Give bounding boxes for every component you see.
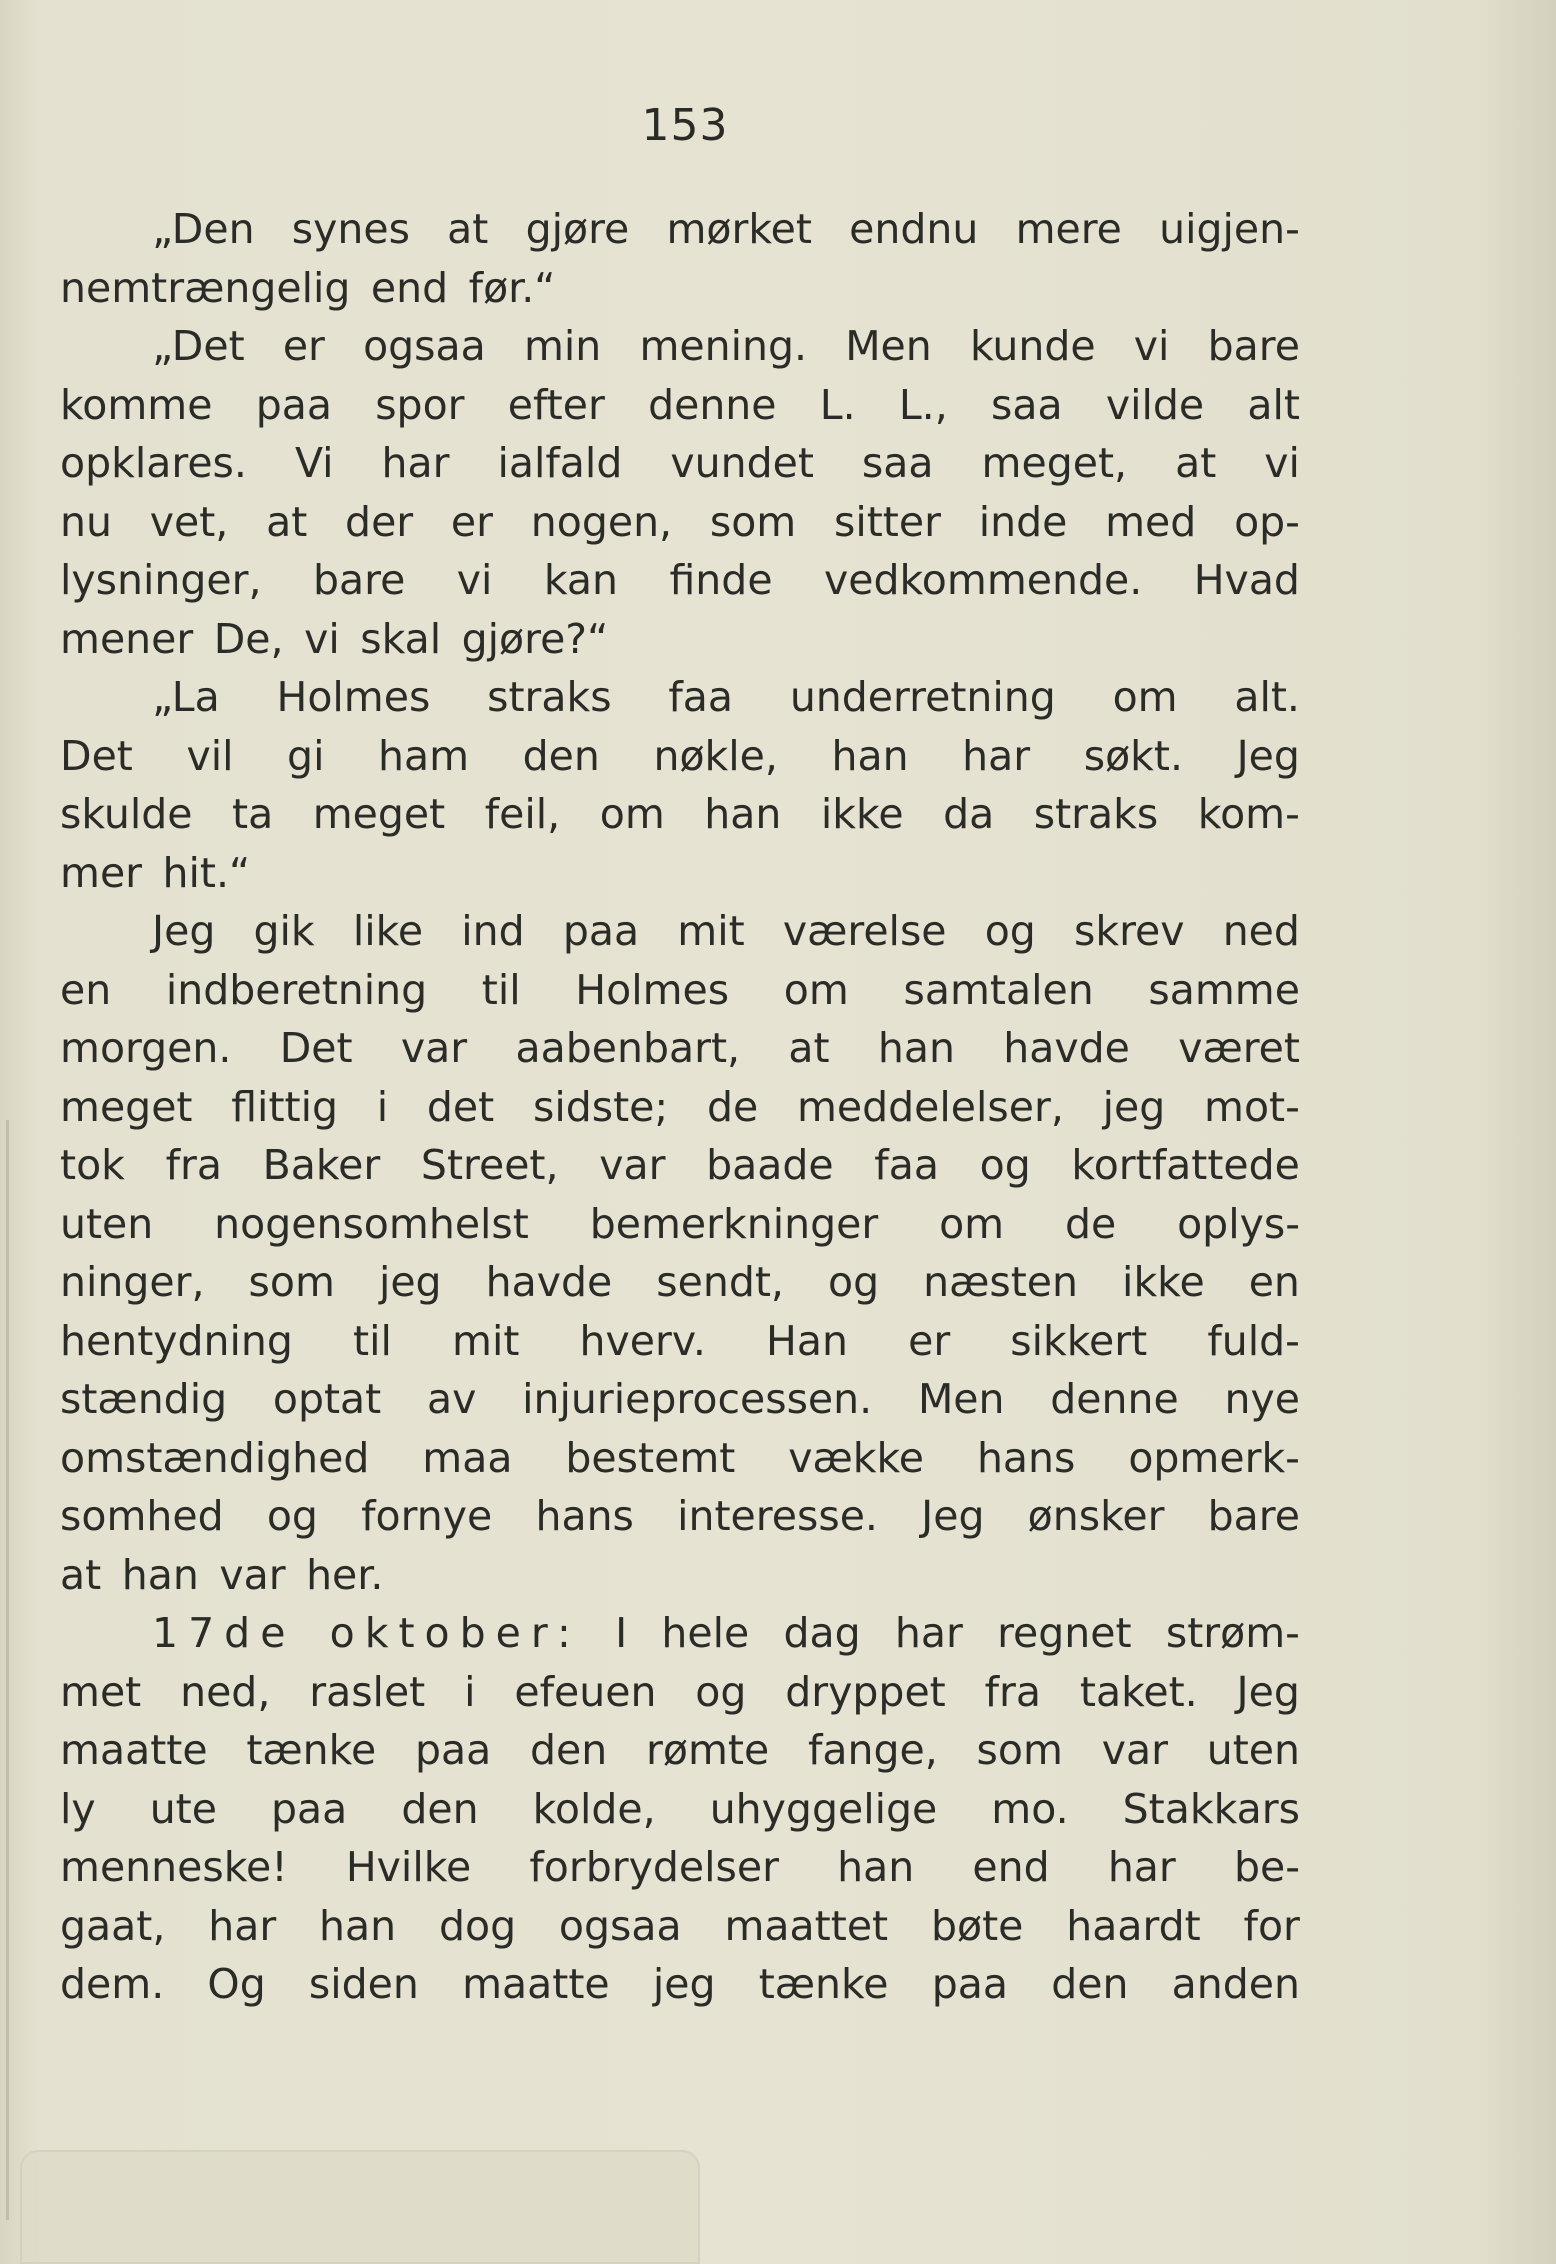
word: tænke — [246, 1726, 377, 1774]
text-line — [60, 1253, 1300, 1312]
word: Baker — [262, 1141, 381, 1189]
word: Street, — [420, 1141, 559, 1189]
word: paa — [255, 380, 332, 429]
word: Holmes — [276, 673, 431, 721]
word: gi — [287, 731, 325, 780]
word: Hvilke — [345, 1843, 472, 1891]
word: meget, — [981, 439, 1128, 487]
word: som — [709, 497, 797, 546]
text-line — [60, 610, 1300, 669]
word: en — [60, 965, 112, 1014]
word: til — [481, 965, 521, 1014]
word: synes — [291, 205, 410, 253]
word: ikke — [820, 790, 904, 838]
text-line — [60, 1078, 1300, 1137]
word: efter — [507, 380, 605, 429]
word: fra — [984, 1667, 1042, 1716]
word: nemtrængelig — [60, 263, 351, 312]
word: Hvad — [1193, 556, 1300, 604]
word: fuld- — [1207, 1316, 1300, 1365]
word: dag — [783, 1609, 861, 1657]
word: forbrydelser — [529, 1843, 779, 1891]
word: de — [1064, 1199, 1117, 1248]
word: „Det — [152, 322, 245, 370]
word: maa — [422, 1433, 513, 1482]
word: spor — [375, 380, 465, 429]
word: mere — [1015, 205, 1122, 253]
word: indberetning — [165, 965, 428, 1014]
word: ninger, — [60, 1258, 205, 1306]
word: dryppet — [785, 1667, 946, 1716]
word: dog — [438, 1901, 517, 1950]
word: den — [401, 1784, 479, 1833]
word: jeg — [378, 1258, 442, 1306]
word: oplys- — [1177, 1199, 1300, 1248]
word: taket. — [1079, 1667, 1198, 1716]
word: siden — [308, 1960, 419, 2008]
word: mener — [60, 614, 194, 663]
word: var — [1101, 1726, 1168, 1774]
word: Det — [60, 731, 133, 780]
word: injurieprocessen. — [522, 1375, 873, 1423]
word: like — [352, 907, 424, 955]
word: bare — [1207, 322, 1300, 370]
word: nu — [60, 497, 112, 546]
word: feil, — [484, 790, 561, 838]
word: L. — [819, 380, 856, 429]
word: end — [370, 263, 449, 312]
word: har — [894, 1609, 963, 1657]
text-line — [60, 376, 1300, 435]
word: finde — [669, 556, 773, 604]
text-line — [60, 961, 1300, 1020]
word: uten — [1206, 1726, 1300, 1774]
word: ikke — [1122, 1258, 1205, 1306]
word: fra — [165, 1141, 222, 1189]
word: paa — [414, 1726, 492, 1774]
word: anden — [1171, 1960, 1300, 2008]
word: har — [381, 439, 450, 487]
word: stændig — [60, 1375, 228, 1423]
word: straks — [1033, 790, 1159, 838]
word: at — [447, 205, 489, 253]
word: paa — [271, 1784, 348, 1833]
word: opmerk- — [1128, 1433, 1300, 1482]
text-line — [60, 317, 1300, 376]
text-line — [60, 551, 1300, 610]
word: saa — [990, 380, 1063, 429]
word: den — [522, 731, 600, 780]
word: og — [266, 1492, 318, 1540]
word: er — [282, 322, 325, 370]
word: met — [60, 1667, 142, 1716]
text-line — [60, 1429, 1300, 1488]
word: L., — [898, 380, 948, 429]
body-text — [60, 200, 1300, 2014]
word: ind — [461, 907, 525, 955]
word: havde — [1003, 1024, 1130, 1072]
word: har — [1107, 1843, 1176, 1891]
word: kunde — [969, 322, 1096, 370]
text-line — [60, 844, 1300, 903]
text-line — [60, 1136, 1300, 1195]
word: Han — [766, 1316, 848, 1365]
word: end — [972, 1843, 1050, 1891]
text-line — [60, 1721, 1300, 1780]
word: bøte — [930, 1901, 1024, 1950]
word: dem. — [60, 1960, 165, 2008]
word: menneske! — [60, 1843, 288, 1891]
word: uhyggelige — [709, 1784, 938, 1833]
word: Jeg — [921, 1492, 985, 1540]
word: De, — [213, 614, 284, 663]
word: som — [976, 1726, 1063, 1774]
word: aabenbart, — [515, 1024, 741, 1072]
word: i — [464, 1667, 476, 1716]
word: ute — [149, 1784, 217, 1833]
word: om — [1112, 673, 1178, 721]
word: gjøre?“ — [461, 614, 609, 663]
text-line — [60, 1312, 1300, 1371]
word: til — [353, 1316, 392, 1365]
word: skulde — [60, 790, 193, 838]
word: skal — [360, 614, 442, 663]
word: paa — [931, 1960, 1008, 2008]
word: be- — [1233, 1843, 1300, 1891]
word: at — [788, 1024, 830, 1072]
word: morgen. — [60, 1024, 232, 1072]
word: denne — [648, 380, 777, 429]
word: faa — [668, 673, 734, 721]
word: lysninger, — [60, 556, 262, 604]
word: Jeg — [1236, 1667, 1300, 1716]
text-line — [60, 1604, 1300, 1663]
word: opklares. — [60, 439, 247, 487]
word: raslet — [309, 1667, 426, 1716]
word: alt. — [1234, 673, 1300, 721]
word: efeuen — [514, 1667, 657, 1716]
word: skrev — [1073, 907, 1185, 955]
word: sendt, — [656, 1258, 784, 1306]
word: vi — [456, 556, 493, 604]
word: kolde, — [532, 1784, 656, 1833]
word: at — [1175, 439, 1217, 487]
word: nye — [1224, 1375, 1300, 1423]
word: alt — [1247, 380, 1300, 429]
word: med — [1105, 497, 1197, 546]
word: mo. — [991, 1784, 1069, 1833]
word: bestemt — [565, 1433, 736, 1482]
word: ly — [60, 1784, 96, 1833]
word: fornye — [361, 1492, 493, 1540]
word: og — [984, 907, 1036, 955]
text-line — [60, 1370, 1300, 1429]
word: vedkommende. — [824, 556, 1143, 604]
word: jeg — [1102, 1082, 1166, 1131]
word: somhed — [60, 1492, 224, 1540]
word: min — [523, 322, 602, 370]
word: Og — [207, 1960, 266, 2008]
word: maattet — [724, 1901, 889, 1950]
word: for — [1243, 1901, 1300, 1950]
word: inde — [978, 497, 1068, 546]
word: ned, — [180, 1667, 271, 1716]
word: han — [837, 1843, 915, 1891]
word: nøkle, — [653, 731, 778, 780]
word: gjøre — [525, 205, 630, 253]
word: han — [704, 790, 782, 838]
word: vi — [304, 614, 340, 663]
word: mer — [60, 848, 143, 897]
word: ogsaa — [558, 1901, 682, 1950]
word: han — [121, 1550, 199, 1599]
word: som — [248, 1258, 335, 1306]
word: Det — [279, 1024, 353, 1072]
word: ham — [378, 731, 470, 780]
word: har — [208, 1901, 277, 1950]
word: en — [1248, 1258, 1300, 1306]
word: tok — [60, 1141, 125, 1189]
text-line — [60, 1019, 1300, 1078]
word: denne — [1050, 1375, 1179, 1423]
word: vi — [1133, 322, 1170, 370]
word: meddelelser, — [796, 1082, 1064, 1131]
word: mit — [452, 1316, 520, 1365]
word: bare — [1207, 1492, 1300, 1540]
word: sidste; — [532, 1082, 669, 1131]
word: er — [908, 1316, 951, 1365]
word: sitter — [833, 497, 941, 546]
word: Holmes — [575, 965, 730, 1014]
word: „La — [152, 673, 220, 721]
word: hverv. — [579, 1316, 706, 1365]
word: mening. — [639, 322, 808, 370]
word: sikkert — [1010, 1316, 1148, 1365]
word: kom- — [1197, 790, 1300, 838]
text-line — [60, 1487, 1300, 1546]
word: søkt. — [1083, 731, 1183, 780]
word: samtalen — [903, 965, 1094, 1014]
word: av — [427, 1375, 477, 1423]
word: han — [831, 731, 909, 780]
word: om — [939, 1199, 1005, 1248]
text-line — [60, 434, 1300, 493]
text-line — [60, 1897, 1300, 1956]
word: omstændighed — [60, 1433, 370, 1482]
word: det — [426, 1082, 495, 1131]
word: den — [1051, 1960, 1129, 2008]
word: om — [783, 965, 849, 1014]
word: at — [60, 1550, 102, 1599]
word: nogensomhelst — [214, 1199, 529, 1248]
word: op- — [1234, 497, 1300, 546]
word: mørket — [666, 205, 812, 253]
word: mot- — [1204, 1082, 1300, 1131]
text-line — [60, 1780, 1300, 1839]
word: og — [695, 1667, 747, 1716]
page-number: 153 — [641, 100, 729, 151]
word: hans — [976, 1433, 1076, 1482]
word: fange, — [807, 1726, 938, 1774]
word: ta — [232, 790, 274, 838]
word: været — [1178, 1024, 1300, 1072]
word: meget — [312, 790, 446, 838]
word: 17de — [152, 1609, 296, 1657]
word: jeg — [652, 1960, 716, 2008]
word: hentydning — [60, 1316, 293, 1365]
word: mit — [677, 907, 745, 955]
word: faa — [874, 1141, 939, 1189]
word: optat — [272, 1375, 382, 1423]
word: maatte — [462, 1960, 610, 2008]
word: Men — [917, 1375, 1005, 1423]
word: tænke — [758, 1960, 889, 2008]
word: samme — [1148, 965, 1300, 1014]
text-line — [60, 785, 1300, 844]
word: vække — [788, 1433, 925, 1482]
word: oktober: — [329, 1609, 581, 1657]
word: gik — [253, 907, 315, 955]
word: er — [450, 497, 493, 546]
text-line — [60, 902, 1300, 961]
word: regnet — [997, 1609, 1132, 1657]
text-line — [60, 259, 1300, 318]
word: at — [266, 497, 308, 546]
word: ønsker — [1027, 1492, 1165, 1540]
word: Jeg — [152, 907, 216, 955]
word: var — [599, 1141, 666, 1189]
text-line — [60, 1195, 1300, 1254]
word: den — [529, 1726, 608, 1774]
word: var — [219, 1550, 286, 1599]
word: næsten — [923, 1258, 1079, 1306]
word: nogen, — [530, 497, 673, 546]
word: underretning — [789, 673, 1056, 721]
word: baade — [706, 1141, 834, 1189]
word: han — [877, 1024, 955, 1072]
word: uten — [60, 1199, 154, 1248]
word: uigjen- — [1159, 205, 1300, 253]
word: Vi — [294, 439, 334, 487]
word: vi — [1264, 439, 1300, 487]
text-line — [60, 1955, 1300, 2014]
word: vil — [186, 731, 234, 780]
word: gaat, — [60, 1901, 166, 1950]
word: haardt — [1066, 1901, 1201, 1950]
word: i — [376, 1082, 389, 1131]
word: har — [962, 731, 1031, 780]
word: før.“ — [468, 263, 556, 312]
word: ialfald — [497, 439, 623, 487]
text-line — [60, 727, 1300, 786]
word: strøm- — [1165, 1609, 1300, 1657]
word: vilde — [1105, 380, 1205, 429]
word: endnu — [849, 205, 979, 253]
word: flittig — [231, 1082, 339, 1131]
word: bemerkninger — [589, 1199, 879, 1248]
text-line — [60, 1838, 1300, 1897]
word: om — [599, 790, 665, 838]
text-line — [60, 493, 1300, 552]
text-line — [60, 668, 1300, 727]
word: Stakkars — [1122, 1784, 1300, 1833]
word: da — [943, 790, 995, 838]
word: bare — [312, 556, 406, 604]
word: der — [345, 497, 414, 546]
word: vet, — [149, 497, 229, 546]
word: her. — [306, 1550, 384, 1599]
word: maatte — [60, 1726, 208, 1774]
word: interesse. — [677, 1492, 878, 1540]
word: han — [319, 1901, 397, 1950]
word: saa — [861, 439, 934, 487]
word: Men — [845, 322, 932, 370]
text-line — [60, 1546, 1300, 1605]
word: straks — [487, 673, 612, 721]
word: hit.“ — [162, 848, 251, 897]
word: paa — [562, 907, 640, 955]
word: kan — [543, 556, 619, 604]
word: havde — [485, 1258, 613, 1306]
word: og — [827, 1258, 880, 1306]
text-line — [60, 1663, 1300, 1722]
word: vundet — [670, 439, 814, 487]
word: „Den — [152, 205, 255, 253]
word: ned — [1222, 907, 1300, 955]
word: komme — [60, 380, 213, 429]
text-line — [60, 200, 1300, 259]
word: og — [979, 1141, 1031, 1189]
word: I — [615, 1609, 628, 1657]
word: var — [400, 1024, 468, 1072]
word: ogsaa — [363, 322, 486, 370]
word: hele — [661, 1609, 750, 1657]
paper-stain — [20, 2150, 700, 2264]
word: hans — [535, 1492, 634, 1540]
word: de — [706, 1082, 759, 1131]
page-edge-shadow — [6, 1120, 9, 2220]
word: meget — [60, 1082, 193, 1131]
word: kortfattede — [1071, 1141, 1300, 1189]
word: Jeg — [1236, 731, 1300, 780]
word: rømte — [646, 1726, 770, 1774]
word: værelse — [782, 907, 947, 955]
